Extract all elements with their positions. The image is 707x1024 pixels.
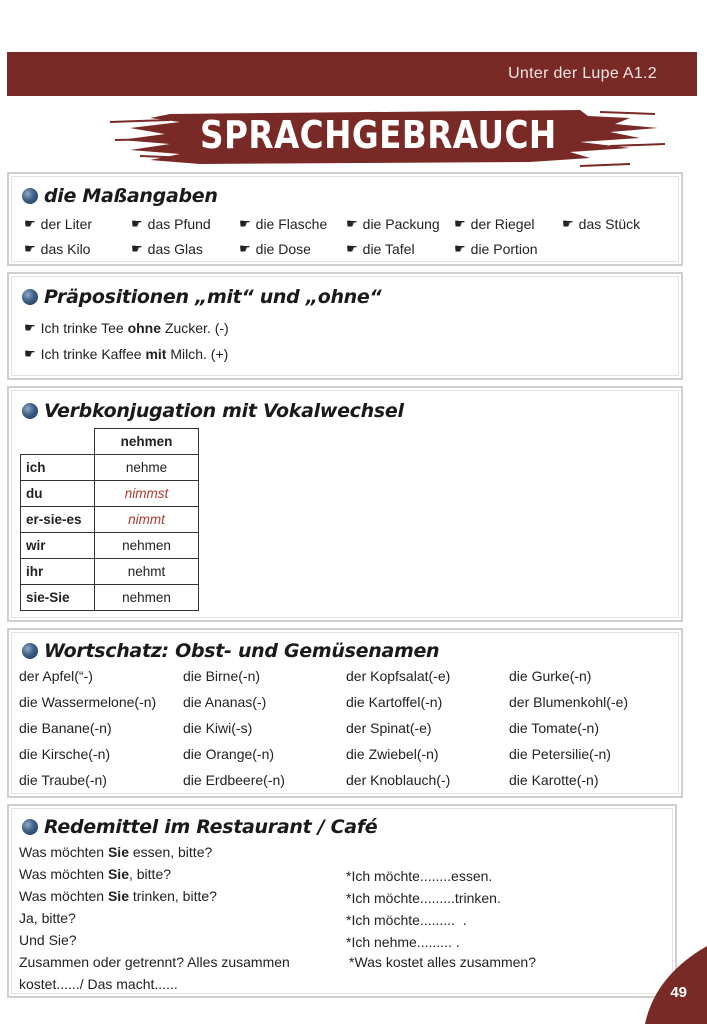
title-banner [110, 100, 670, 176]
pronoun-cell: ihr [21, 559, 95, 585]
form-cell: nehme [95, 455, 199, 481]
table-header-row [21, 429, 199, 455]
vocab-item: der Kopfsalat(-e) [346, 668, 451, 684]
section-title: Verbkonjugation mit Vokalwechsel [44, 400, 404, 422]
example-sentence: ☛ Ich trinke Kaffee mit Milch. (+) [24, 346, 229, 362]
pointing-hand-icon: ☛ [131, 216, 143, 231]
vocab-item: die Petersilie(-n) [509, 746, 611, 762]
list-item: ☛ das Stück [562, 216, 641, 232]
vocab-item: die Traube(-n) [19, 772, 107, 788]
phrase-line: Ja, bitte? [19, 910, 76, 926]
pointing-hand-icon: ☛ [346, 216, 358, 231]
header-bar [7, 52, 697, 96]
vocab-item: die Zwiebel(-n) [346, 746, 439, 762]
list-item: ☛ die Tafel [346, 241, 415, 257]
vocab-item: die Kiwi(-s) [183, 720, 253, 736]
answer-line: *Ich möchte........essen. [346, 868, 493, 884]
section-title: Wortschatz: Obst- und Gemüsenamen [44, 640, 440, 662]
section-wortschatz [7, 628, 683, 798]
list-item: ☛ die Portion [454, 241, 538, 257]
vocab-item: die Tomate(-n) [509, 720, 600, 736]
pronoun-cell: du [21, 481, 95, 507]
pointing-hand-icon: ☛ [24, 320, 36, 335]
vocab-item: die Banane(-n) [19, 720, 112, 736]
phrase-line: Was möchten Sie essen, bitte? [19, 844, 213, 860]
table-row [21, 559, 199, 585]
header-title: Unter der Lupe A1.2 [508, 65, 657, 82]
table-row [21, 455, 199, 481]
blue-sphere-icon [22, 188, 38, 204]
pointing-hand-icon: ☛ [454, 216, 466, 231]
vocab-item: die Karotte(-n) [509, 772, 599, 788]
pronoun-cell: er-sie-es [21, 507, 95, 533]
vocab-item: die Kartoffel(-n) [346, 694, 443, 710]
form-cell: nimmst [95, 481, 199, 507]
table-row [21, 507, 199, 533]
pronoun-cell: wir [21, 533, 95, 559]
form-cell: nehmen [95, 533, 199, 559]
pronoun-cell: ich [21, 455, 95, 481]
vocab-item: die Gurke(-n) [509, 668, 592, 684]
page-number: 49 [670, 984, 687, 1001]
vocab-item: der Spinat(-e) [346, 720, 432, 736]
phrase-line: Was möchten Sie, bitte? [19, 866, 172, 882]
section-header [22, 185, 218, 207]
list-item: ☛ das Kilo [24, 241, 91, 257]
pronoun-cell: sie-Sie [21, 585, 95, 611]
section-header [22, 640, 439, 662]
pointing-hand-icon: ☛ [24, 346, 36, 361]
section-title: Redemittel im Restaurant / Café [44, 816, 378, 838]
vocab-item: die Erdbeere(-n) [183, 772, 285, 788]
vocab-item: die Ananas(-) [183, 694, 267, 710]
answer-line: *Was kostet alles zusammen? [349, 954, 536, 970]
vocab-item: der Knoblauch(-) [346, 772, 451, 788]
pointing-hand-icon: ☛ [24, 216, 36, 231]
form-cell: nimmt [95, 507, 199, 533]
vocab-item: der Blumenkohl(-e) [509, 694, 629, 710]
blue-sphere-icon [22, 643, 38, 659]
pointing-hand-icon: ☛ [239, 241, 251, 256]
section-header [22, 400, 404, 422]
section-masse [7, 172, 683, 266]
vocab-item: der Apfel(“-) [19, 668, 93, 684]
answer-line: *Ich nehme......... . [346, 934, 460, 950]
section-header [22, 286, 381, 308]
section-redemittel [7, 804, 677, 998]
conjugation-table [20, 428, 199, 611]
list-item: ☛ die Dose [239, 241, 311, 257]
blue-sphere-icon [22, 289, 38, 305]
list-item: ☛ der Riegel [454, 216, 535, 232]
answer-line: *Ich möchte......... . [346, 912, 467, 928]
list-item: ☛ das Pfund [131, 216, 211, 232]
answer-line: *Ich möchte.........trinken. [346, 890, 501, 906]
form-cell: nehmt [95, 559, 199, 585]
page-title: SPRACHGEBRAUCH [200, 113, 557, 157]
list-item: ☛ der Liter [24, 216, 93, 232]
list-item: ☛ die Flasche [239, 216, 328, 232]
pointing-hand-icon: ☛ [562, 216, 574, 231]
list-item: ☛ das Glas [131, 241, 203, 257]
vocab-item: die Birne(-n) [183, 668, 261, 684]
phrase-line: Und Sie? [19, 932, 77, 948]
table-row [21, 481, 199, 507]
pointing-hand-icon: ☛ [239, 216, 251, 231]
table-row [21, 585, 199, 611]
verb-infinitive: nehmen [95, 429, 199, 455]
pointing-hand-icon: ☛ [346, 241, 358, 256]
pointing-hand-icon: ☛ [131, 241, 143, 256]
phrase-line: Zusammen oder getrennt? Alles zusammen [19, 954, 290, 970]
vocab-item: die Orange(-n) [183, 746, 275, 762]
section-header [22, 816, 377, 838]
list-item: ☛ die Packung [346, 216, 440, 232]
pointing-hand-icon: ☛ [454, 241, 466, 256]
section-title: Präpositionen „mit“ und „ohne“ [44, 286, 382, 308]
phrase-line: kostet....../ Das macht...... [19, 976, 178, 992]
blue-sphere-icon [22, 819, 38, 835]
blue-sphere-icon [22, 403, 38, 419]
section-praepositionen [7, 272, 683, 380]
section-title: die Maßangaben [44, 185, 218, 207]
phrase-line: Was möchten Sie trinken, bitte? [19, 888, 217, 904]
table-row [21, 533, 199, 559]
pointing-hand-icon: ☛ [24, 241, 36, 256]
example-sentence: ☛ Ich trinke Tee ohne Zucker. (-) [24, 320, 229, 336]
form-cell: nehmen [95, 585, 199, 611]
vocab-item: die Wassermelone(-n) [19, 694, 157, 710]
vocab-item: die Kirsche(-n) [19, 746, 111, 762]
